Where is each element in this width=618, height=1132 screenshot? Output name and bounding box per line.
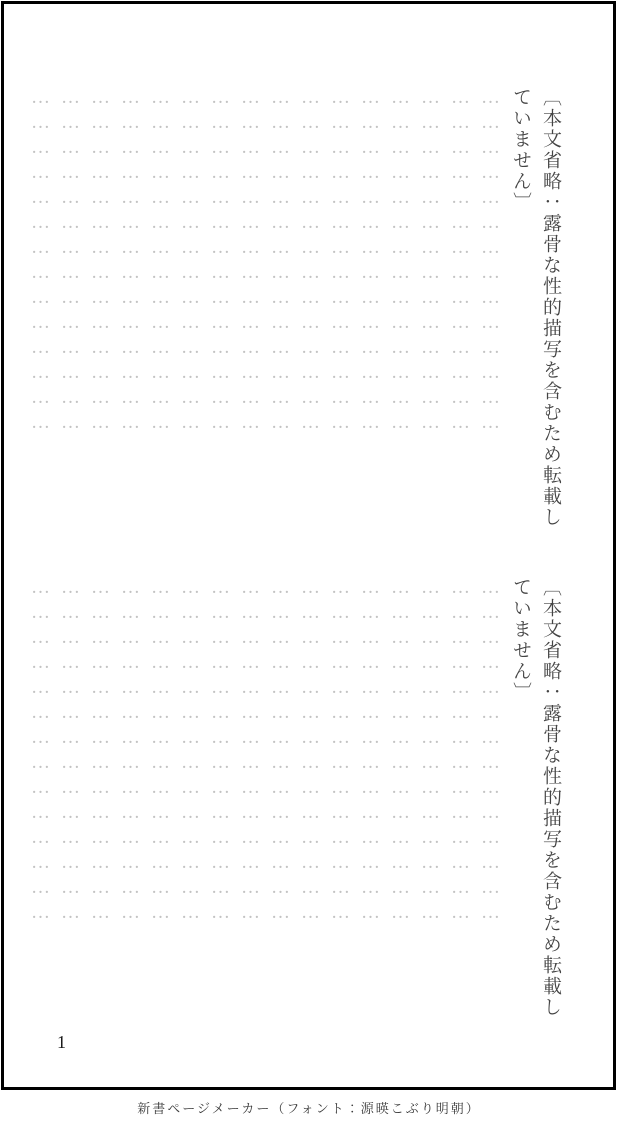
text-column-redacted: …………………………………… [420, 87, 441, 437]
text-column-redacted: …………………………………… [330, 577, 351, 927]
text-column-redacted: …………………………………… [240, 87, 261, 437]
text-column-redacted: …………………………………… [180, 87, 201, 437]
page-number: 1 [57, 1032, 66, 1052]
text-column-redacted: …………………………………… [30, 87, 51, 437]
text-column-redacted: 〔本文省略：露骨な性的描写を含むため転載していません〕 [510, 87, 561, 528]
text-column-redacted: …………………………………… [330, 87, 351, 437]
text-column-redacted: …………………………………… [180, 577, 201, 927]
text-column-redacted: …………………………………… [300, 87, 321, 437]
text-column-redacted: …………………………………… [480, 87, 501, 437]
text-column-redacted: …………………………………… [450, 87, 471, 437]
text-column-redacted: 〔本文省略：露骨な性的描写を含むため転載していません〕 [510, 577, 561, 1018]
text-column-redacted: …………………………………… [150, 87, 171, 437]
text-column-redacted: …………………………………… [30, 577, 51, 927]
page-frame [1, 1, 616, 1090]
lower-text-block [30, 577, 565, 1023]
text-column-redacted: …………………………………… [210, 577, 231, 927]
text-column-redacted: …………………………………… [90, 87, 111, 437]
text-column-redacted: …………………………………… [480, 577, 501, 927]
text-column-redacted: …………………………………… [450, 577, 471, 927]
text-column-redacted: …………………………………… [60, 87, 81, 437]
upper-text-block [30, 87, 565, 535]
text-column-redacted: …………………………………… [150, 577, 171, 927]
text-column-redacted: …………………………………… [240, 577, 261, 927]
text-column-redacted: …………………………………… [90, 577, 111, 927]
text-column-redacted: …………………………………… [360, 577, 381, 927]
text-column-redacted: …………………………………… [390, 577, 411, 927]
text-column-redacted: …………………………………… [300, 577, 321, 927]
footer-credit: 新書ページメーカー（フォント：源暎こぶり明朝） [137, 1101, 481, 1116]
text-column-redacted: …………………………………… [210, 87, 231, 437]
text-column-redacted: …………………………………… [120, 577, 141, 927]
text-column-redacted: …………………………………… [120, 87, 141, 437]
text-column-redacted: …………………………………… [270, 577, 291, 927]
text-column-redacted: …………………………………… [420, 577, 441, 927]
text-column-redacted: …………………………………… [60, 577, 81, 927]
text-column-redacted: …………………………………… [360, 87, 381, 437]
text-column-redacted: …………………………………… [270, 87, 291, 437]
text-column-redacted: …………………………………… [390, 87, 411, 437]
